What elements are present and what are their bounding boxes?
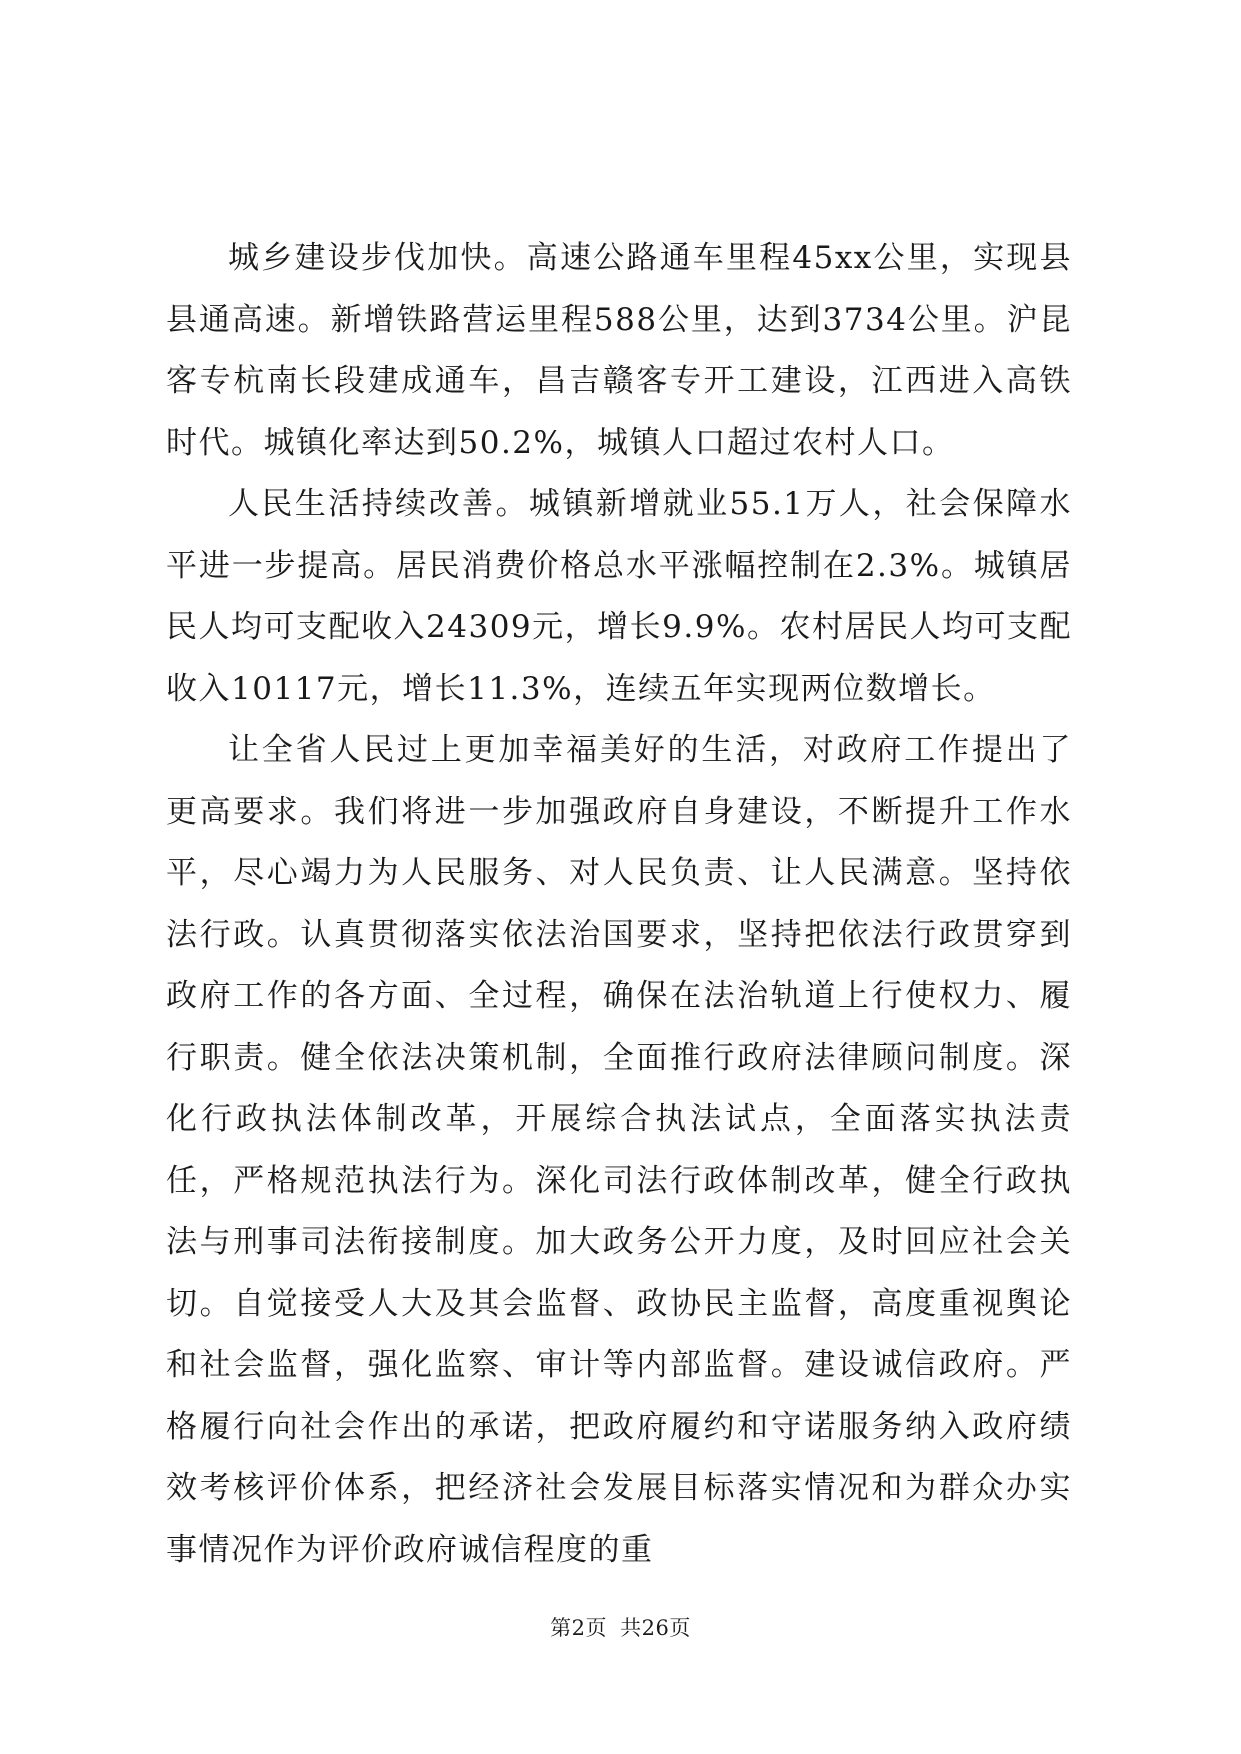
- paragraph-living-standards: 人民生活持续改善。城镇新增就业55.1万人，社会保障水平进一步提高。居民消费价格总水平涨幅控制在2.3%。城镇居民人均可支配收入24309元，增长9.9%。农村居民人均可支配收入10117元，增长11.3%，连续五年实现两位数增长。: [166, 486, 1072, 707]
- body-text: [166, 228, 1072, 1581]
- page-total: 共26页: [620, 1616, 691, 1640]
- page-number: 第2页: [550, 1616, 607, 1640]
- paragraph-government-building: 让全省人民过上更加幸福美好的生活，对政府工作提出了更高要求。我们将进一步加强政府自身建设，不断提升工作水平，尽心竭力为人民服务、对人民负责、让人民满意。坚持依法行政。认真贯彻落实依法治国要求，坚持把依法行政贯穿到政府工作的各方面、全过程，确保在法治轨道上行使权力、履行职责。健全依法决策机制，全面推行政府法律顾问制度。深化行政执法体制改革，开展综合执法试点，全面落实执法责任，严格规范执法行为。深化司法行政体制改革，健全行政执法与刑事司法衔接制度。加大政务公开力度，及时回应社会关切。自觉接受人大及其会监督、政协民主监督，高度重视舆论和社会监督，强化监察、审计等内部监督。建设诚信政府。严格履行向社会作出的承诺，把政府履约和守诺服务纳入政府绩效考核评价体系，把经济社会发展目标落实情况和为群众办实事情况作为评价政府诚信程度的重: [166, 732, 1072, 1568]
- page-footer: [0, 1612, 1241, 1642]
- paragraph-urban-construction: 城乡建设步伐加快。高速公路通车里程45xx公里，实现县县通高速。新增铁路营运里程588公里，达到3734公里。沪昆客专杭南长段建成通车，昌吉赣客专开工建设，江西进入高铁时代。城镇化率达到50.2%，城镇人口超过农村人口。: [166, 240, 1072, 461]
